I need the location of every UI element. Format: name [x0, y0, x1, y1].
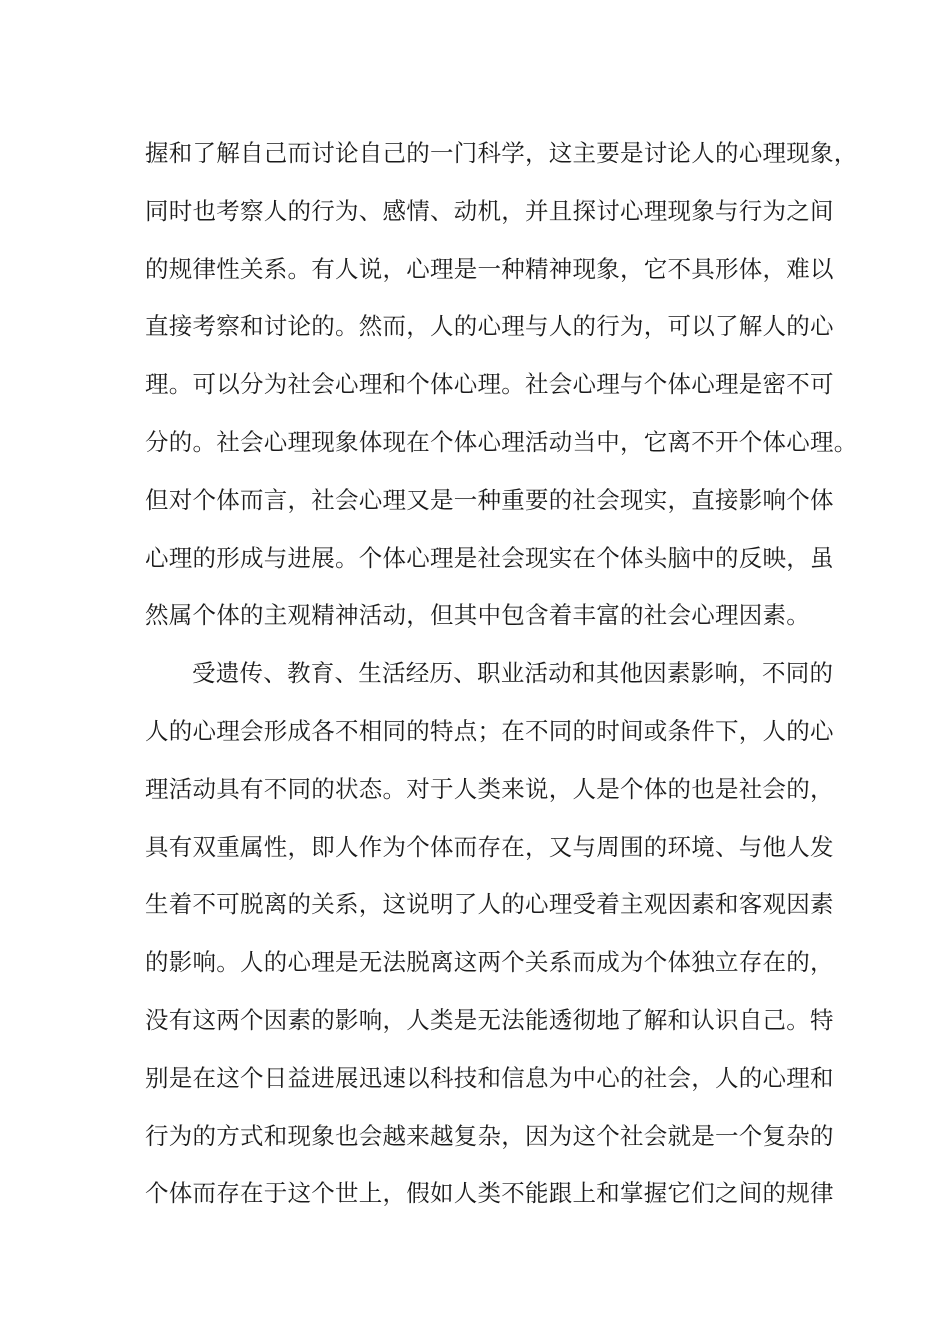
body-text — [145, 129, 858, 1227]
text-line: 具有双重属性，即人作为个体而存在，又与周围的环境、与他人发 — [145, 832, 834, 861]
paragraph-2 — [145, 649, 834, 1227]
text-line: 生着不可脱离的关系，这说明了人的心理受着主观因素和客观因素 — [145, 890, 834, 919]
text-line: 的影响。人的心理是无法脱离这两个关系而成为个体独立存在的， — [145, 948, 834, 977]
text-line: 个体而存在于这个世上，假如人类不能跟上和掌握它们之间的规律 — [145, 1179, 834, 1208]
paragraph-1 — [145, 129, 858, 649]
text-line: 同时也考察人的行为、感情、动机，并且探讨心理现象与行为之间 — [145, 196, 834, 225]
text-line: 行为的方式和现象也会越来越复杂，因为这个社会就是一个复杂的 — [145, 1121, 834, 1150]
text-line-indented: 受遗传、教育、生活经历、职业活动和其他因素影响，不同的 — [192, 659, 834, 688]
text-line: 理活动具有不同的状态。对于人类来说，人是个体的也是社会的， — [145, 774, 834, 803]
text-line: 但对个体而言，社会心理又是一种重要的社会现实，直接影响个体 — [145, 485, 834, 514]
text-line: 心理的形成与进展。个体心理是社会现实在个体头脑中的反映，虽 — [145, 543, 834, 572]
text-line: 没有这两个因素的影响，人类是无法能透彻地了解和认识自己。特 — [145, 1005, 834, 1034]
text-line: 人的心理会形成各不相同的特点；在不同的时间或条件下，人的心 — [145, 716, 834, 745]
text-line: 然属个体的主观精神活动，但其中包含着丰富的社会心理因素。 — [145, 601, 810, 630]
text-line: 的规律性关系。有人说，心理是一种精神现象，它不具形体，难以 — [145, 254, 834, 283]
text-line: 握和了解自己而讨论自己的一门科学，这主要是讨论人的心理现象， — [145, 139, 858, 167]
text-line: 直接考察和讨论的。然而，人的心理与人的行为，可以了解人的心 — [145, 312, 834, 341]
text-line: 分的。社会心理现象体现在个体心理活动当中，它离不开个体心理。 — [145, 427, 858, 456]
text-line: 别是在这个日益进展迅速以科技和信息为中心的社会，人的心理和 — [145, 1063, 834, 1092]
text-line: 理。可以分为社会心理和个体心理。社会心理与个体心理是密不可 — [145, 370, 834, 399]
